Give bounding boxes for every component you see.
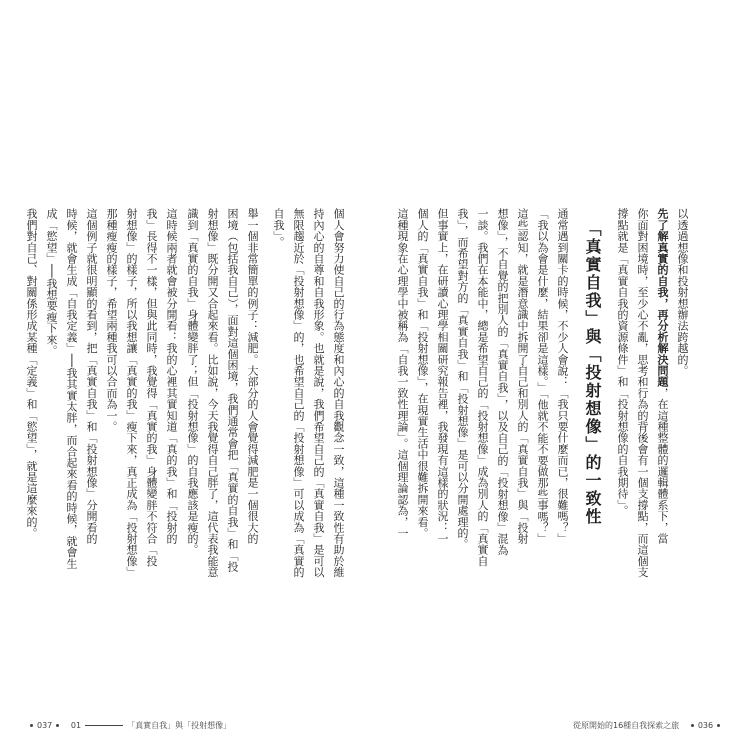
- text-column: 但事實上，在研讀心理學相關研究報告裡，我發現有這樣的狀況：一: [436, 208, 449, 544]
- right-page: [375, 0, 750, 750]
- text-column: 個人的「真實自我」和「投射想像」，在現實生活中很難拆開來看。: [416, 208, 429, 539]
- text-column: 困境（包括我自己），面對這個困境，我們通常會把「真實的自我」和「投: [226, 208, 239, 573]
- bold-phrase: 先了解真實的自我，再分析解決問題: [656, 208, 669, 388]
- text-column: 時候，就會生成「自我定義」──我其實太胖，而合起來看的時候，就會生: [65, 208, 78, 569]
- text-column: 舉一個非常簡單的例子：減肥。大部分的人會覺得減肥是一個很大的: [246, 208, 259, 544]
- text-column: 我們對自己、對關係形成某種「定義」和「慾望」，就是這麼來的。: [25, 208, 38, 539]
- text-column: 射想像」既分開又合起來看。比如說，今天我覺得自己胖了，這代表我能意: [206, 208, 219, 578]
- folio-dot: [30, 724, 33, 727]
- text-column: 一談。我們在本能中，總是希望自己的「投射想像」成為別人的「真實自: [476, 208, 489, 567]
- text-fragment: ，在這種整體的邏輯體系下，當: [656, 387, 669, 545]
- page-number: 036: [697, 721, 714, 730]
- folio-dot: [691, 724, 694, 727]
- text-column: 通常遇到關卡的時候，不少人會說：「我只要什麼而已，很難嗎？」: [556, 208, 569, 544]
- text-column: [655, 208, 669, 588]
- section-heading: 「真實自我」與「投射想像」的一致性: [583, 220, 602, 526]
- text-column: 這些認知，就是潛意識中拆開了自己和別人的「真實自我」與「投射: [516, 208, 529, 544]
- page-number: 037: [37, 721, 53, 730]
- text-column: 無限趨近於「投射想像」的，也希望自己的「投射想像」可以成為「真實的: [292, 208, 305, 578]
- text-column: 這時候兩者就會被分開看：我的心裡其實知道「真的我」和「投射的: [165, 208, 178, 544]
- text-column: 射想像」的樣子，所以我想讓「真實的我」瘦下來，真正成為「投射想像」: [125, 208, 138, 578]
- text-column: 成「慾望」──我想要瘦下來。: [45, 208, 58, 357]
- folio-dot: [56, 724, 59, 727]
- text-column: 你面對困境時，至少心不亂，思考和行為的背後會有一個支撐點，而這個支: [636, 208, 649, 578]
- text-column: 這個例子就很明顯的看到，把「真實自我」和「投射想像」分開看的: [85, 208, 98, 544]
- text-column: 我」長得不一樣，但與此同時，我覺得「真實的我」身體變胖不符合「投: [145, 208, 158, 567]
- running-head: 「真實自我」與「投射想像」: [127, 721, 232, 730]
- text-column: 「我以為會是什麼，結果卻是這樣。」「他就不能不要做那些事嗎？」: [536, 208, 549, 545]
- text-column: 個人會努力使自己的行為態度和內心的自我觀念一致，這種一致性有助於維: [332, 208, 345, 578]
- right-footer: [573, 721, 724, 731]
- text-column: 我」，而希望對方的「真實自我」和「投射想像」是可以分開處理的。: [456, 208, 469, 550]
- text-column: 識到「真實的自我」身體變胖了；但「投射想像」的自我應該是瘦的。: [186, 208, 199, 556]
- text-column: 撐點就是「真實自我的資源條件」和「投射想像的自我期待」。: [616, 208, 629, 517]
- text-column: 持內心的自尊和自我形象。也就是說，我們希望自己的「真實自我」是可以: [312, 208, 325, 578]
- text-column: 自我」。: [272, 208, 285, 248]
- text-column: 這種現象在心理學中被稱為「自我一致性理論」。這個理論認為，一: [396, 208, 409, 539]
- chapter-number: 01: [70, 721, 82, 730]
- left-footer: [26, 721, 231, 731]
- folio-dot: [717, 724, 720, 727]
- folio-rule: [85, 725, 123, 726]
- text-column: 以透過想像和投射想辦法跨越的。: [676, 208, 689, 376]
- text-column: 想像」，不自覺的把別人的「真實自我」，以及自己的「投射想像」混為: [496, 208, 509, 556]
- book-title: 從原開始的16種自我探索之旅: [573, 721, 680, 730]
- text-column: 那種瘦瘦的樣子，希望兩種我可以合而為一。: [105, 208, 118, 432]
